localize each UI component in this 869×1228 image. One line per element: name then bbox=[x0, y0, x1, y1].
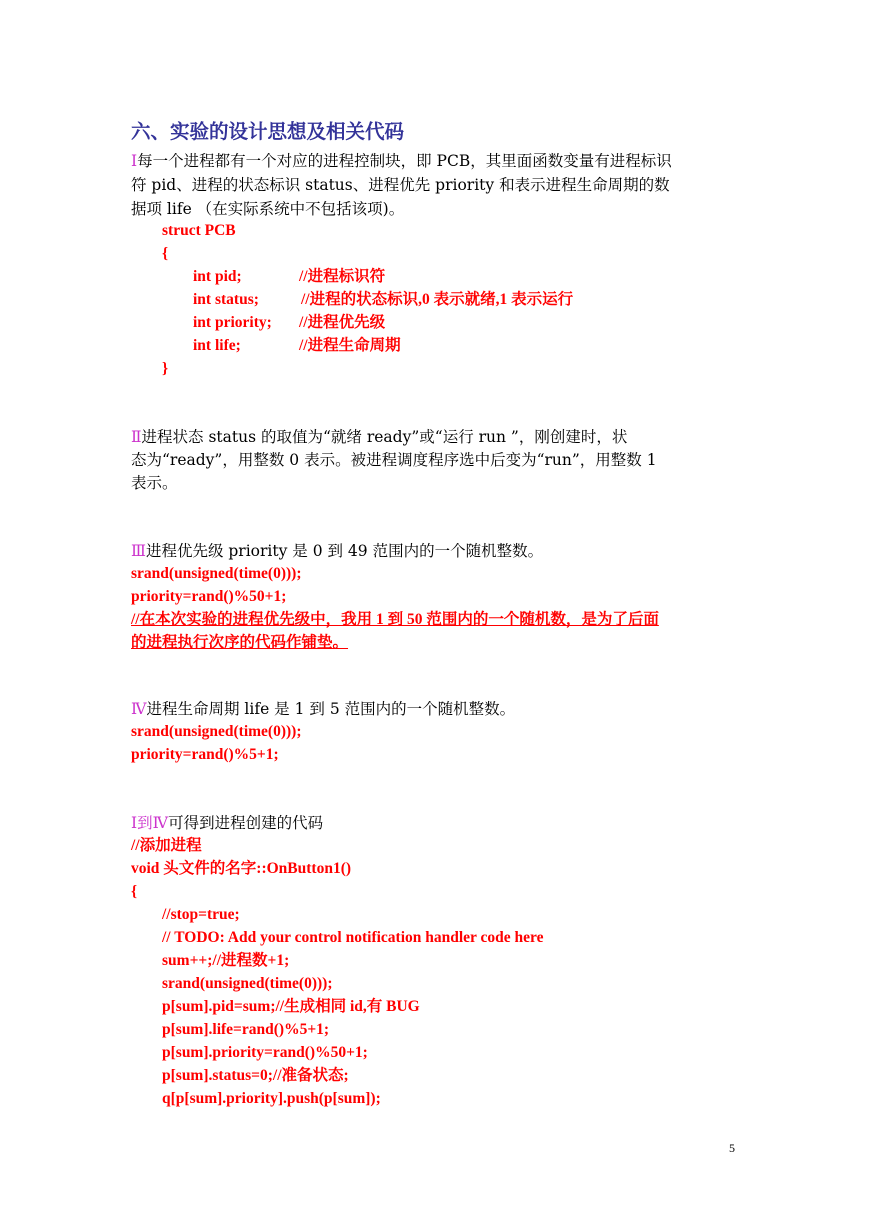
field-comment: //进程标识符 bbox=[299, 268, 386, 285]
s3-line-1 bbox=[131, 541, 543, 561]
roman-marker-4b: Ⅳ bbox=[152, 814, 169, 832]
code-line: //stop=true; bbox=[162, 906, 240, 923]
code-comment-add-process: //添加进程 bbox=[131, 837, 202, 854]
s1-text-1: 每一个进程都有一个对应的进程控制块，即 PCB，其里面函数变量有进程标识 bbox=[137, 152, 672, 170]
page-number: 5 bbox=[729, 1141, 735, 1155]
field-decl: int priority; bbox=[193, 314, 272, 331]
code-line: p[sum].life=rand()%5+1; bbox=[162, 1021, 330, 1038]
s4-code-1: srand(unsigned(time(0))); bbox=[131, 723, 302, 740]
field-comment: //进程生命周期 bbox=[299, 337, 401, 354]
s3-note-2: 的进程执行次序的代码作铺垫。 bbox=[131, 634, 349, 651]
s2-line-3: 表示。 bbox=[131, 474, 178, 492]
struct-open-brace: { bbox=[162, 245, 169, 262]
s4-line-1 bbox=[131, 699, 515, 719]
s3-note-1: //在本次实验的进程优先级中，我用 1 到 50 范围内的一个随机数，是为了后面 bbox=[131, 611, 659, 628]
field-decl: int life; bbox=[193, 337, 241, 354]
section-heading: 六、实验的设计思想及相关代码 bbox=[131, 120, 405, 143]
struct-field-priority bbox=[193, 313, 386, 333]
roman-marker-1: Ⅰ bbox=[131, 152, 138, 170]
field-decl: int pid; bbox=[193, 268, 242, 285]
s4-text-1: 进程生命周期 life 是 1 到 5 范围内的一个随机整数。 bbox=[146, 700, 516, 718]
code-line: p[sum].status=0;//准备状态; bbox=[162, 1067, 349, 1084]
field-comment: //进程的状态标识,0 表示就绪,1 表示运行 bbox=[301, 291, 574, 308]
struct-close-brace: } bbox=[162, 360, 169, 377]
s3-code-1: srand(unsigned(time(0))); bbox=[131, 565, 302, 582]
s1-line-3: 据项 life （在实际系统中不包括该项)。 bbox=[131, 200, 405, 218]
s3-code-2: priority=rand()%50+1; bbox=[131, 588, 287, 605]
struct-field-pid bbox=[193, 267, 386, 287]
field-decl: int status; bbox=[193, 291, 259, 308]
struct-field-status bbox=[193, 290, 574, 310]
roman-marker-4: Ⅳ bbox=[131, 700, 147, 718]
roman-marker-1b: Ⅰ bbox=[131, 814, 138, 832]
code-line: q[p[sum].priority].push(p[sum]); bbox=[162, 1090, 381, 1107]
s2-line-1 bbox=[131, 427, 627, 447]
code-function-signature: void 头文件的名字::OnButton1() bbox=[131, 860, 352, 877]
s1-line-2: 符 pid、进程的状态标识 status、进程优先 priority 和表示进程生命周期的数 bbox=[131, 176, 670, 194]
struct-header: struct PCB bbox=[162, 222, 236, 239]
code-line: p[sum].priority=rand()%50+1; bbox=[162, 1044, 368, 1061]
s1-line-1 bbox=[131, 151, 672, 171]
code-line: srand(unsigned(time(0))); bbox=[162, 975, 333, 992]
s2-line-2: 态为“ready”，用整数 0 表示。被进程调度程序选中后变为“run”，用整数 1 bbox=[131, 451, 657, 469]
code-line: p[sum].pid=sum;//生成相同 id,有 BUG bbox=[162, 998, 420, 1015]
roman-marker-2: Ⅱ bbox=[131, 428, 142, 446]
range-word: 到 bbox=[137, 814, 153, 832]
s5-line-1 bbox=[131, 813, 323, 833]
field-comment: //进程优先级 bbox=[299, 314, 386, 331]
code-open-brace: { bbox=[131, 883, 138, 900]
s4-code-2: priority=rand()%5+1; bbox=[131, 746, 279, 763]
struct-field-life bbox=[193, 336, 401, 356]
s5-text-1: 可得到进程创建的代码 bbox=[168, 814, 324, 832]
code-line: sum++;//进程数+1; bbox=[162, 952, 290, 969]
code-line: // TODO: Add your control notification handler code here bbox=[162, 929, 544, 946]
roman-marker-3: Ⅲ bbox=[131, 542, 146, 560]
s2-text-1: 进程状态 status 的取值为“就绪 ready”或“运行 run ”，刚创建时，状 bbox=[141, 428, 628, 446]
s3-text-1: 进程优先级 priority 是 0 到 49 范围内的一个随机整数。 bbox=[145, 542, 544, 560]
